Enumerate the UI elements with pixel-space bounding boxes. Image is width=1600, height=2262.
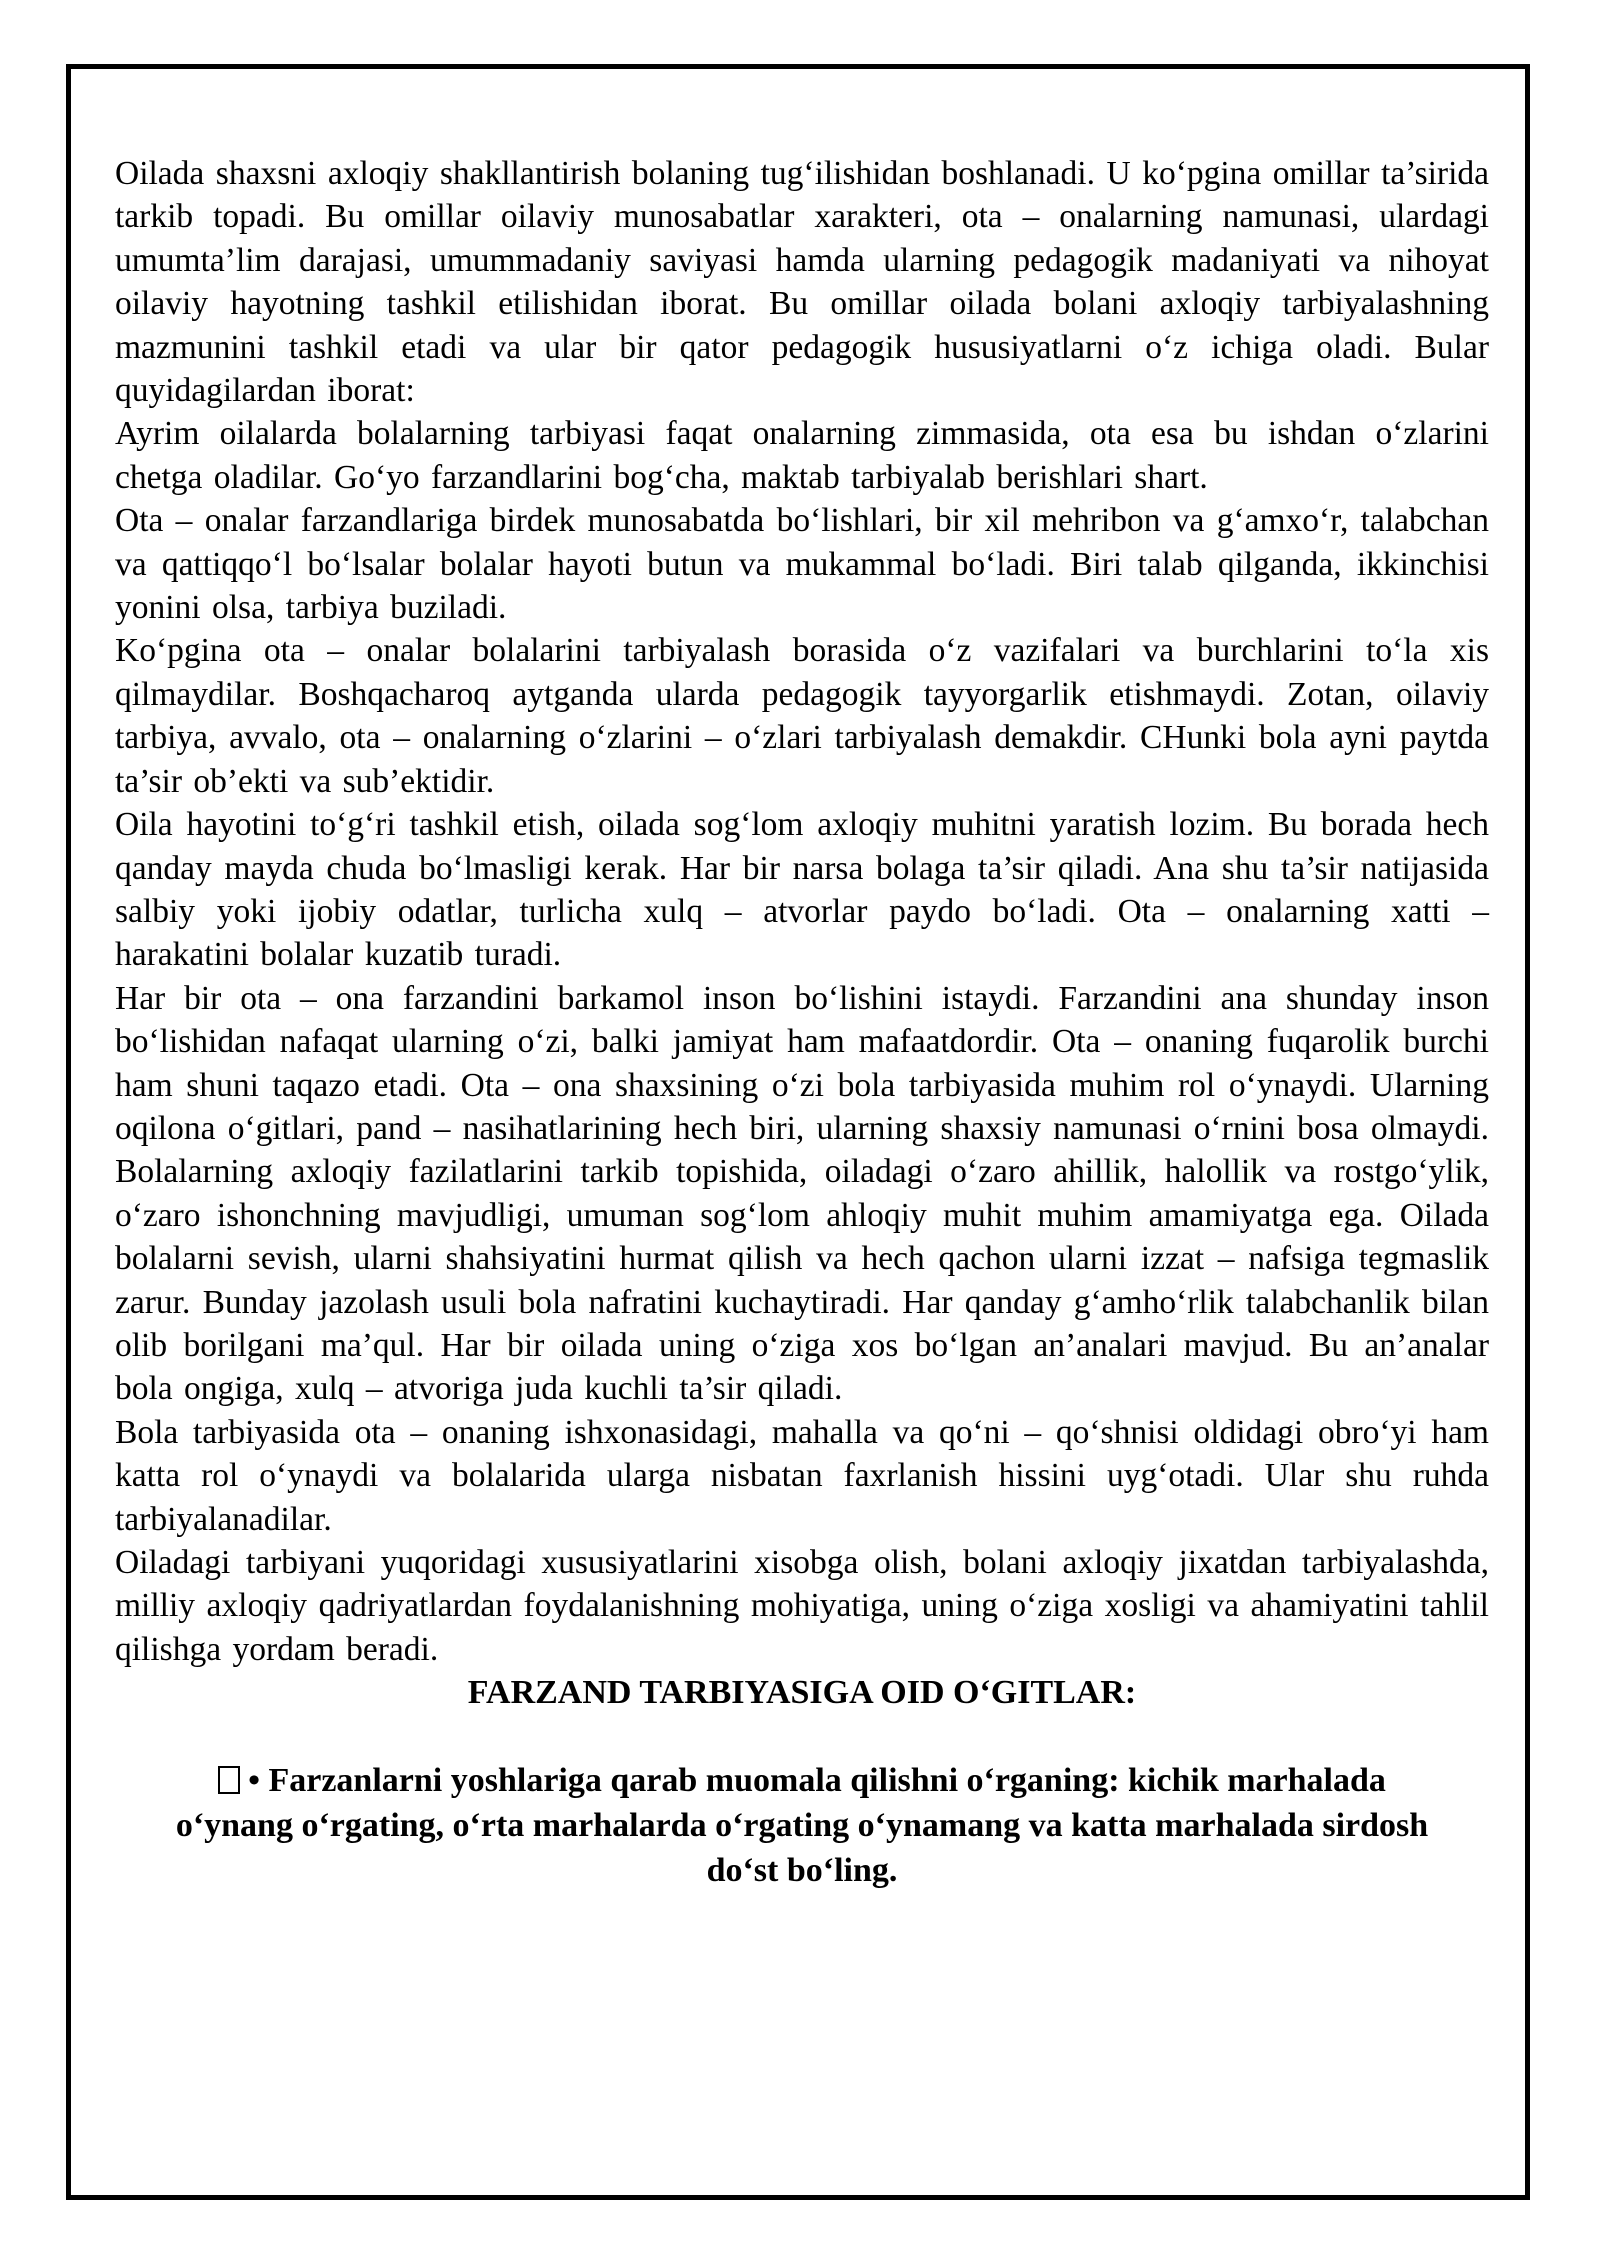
missing-glyph-box-icon (218, 1766, 240, 1794)
paragraph-2: Ayrim oilalarda bolalarning tarbiyasi faqat onalarning zimmasida, ota esa bu ishdan o‘zlarini chetga oladilar. Go‘yo farzandlarini bog‘cha, maktab tarbiyalab berishlari shart. (115, 415, 1489, 496)
paragraph-1: Oilada shaxsni axloqiy shakllantirish bolaning tug‘ilishidan boshlanadi. U ko‘pgina omillar ta’sirida tarkib topadi. Bu omillar oilaviy munosabatlar xarakteri, ota – onalarning namunasi, ulardagi umumta’lim darajasi, umummadaniy saviyasi hamda ularning pedagogik madaniyati va nihoyat oilaviy hayotning tashkil etilishidan iborat. Bu omillar oilada bolani axloqiy tarbiyalashning mazmunini tashkil etadi va ular bir qator pedagogik hususiyatlarni o‘z ichiga oladi. Bular quyidagilardan iborat: (115, 155, 1489, 410)
paragraph-4: Ko‘pgina ota – onalar bolalarini tarbiyalash borasida o‘z vazifalari va burchlarini to‘la xis qilmaydilar. Boshqacharoq aytganda ularda pedagogik tayyorgarlik etishmaydi. Zotan, oilaviy tarbiya, avvalo, ota – onalarning o‘zlarini – o‘zlari tarbiyalash demakdir. CHunki bola ayni paytda ta’sir ob’ekti va sub’ektidir. (115, 632, 1489, 800)
paragraph-8: Oiladagi tarbiyani yuqoridagi xususiyatlarini xisobga olish, bolani axloqiy jixatdan tarbiyalashda, milliy axloqiy qadriyatlardan foydalanishning mohiyatiga, uning o‘ziga xosligi va ahamiyatini tahlil qilishga yordam beradi. (115, 1544, 1489, 1668)
paragraph-5: Oila hayotini to‘g‘ri tashkil etish, oilada sog‘lom axloqiy muhitni yaratish lozim. Bu borada hech qanday mayda chuda bo‘lmasligi kerak. Har bir narsa bolaga ta’sir qiladi. Ana shu ta’sir natijasida salbiy yoki ijobiy odatlar, turlicha xulq – atvorlar paydo bo‘ladi. Ota – onalarning xatti – harakatini bolalar kuzatib turadi. (115, 806, 1489, 974)
paragraph-7: Bola tarbiyasida ota – onaning ishxonasidagi, mahalla va qo‘ni – qo‘shnisi oldidagi obro‘yi ham katta rol o‘ynaydi va bolalarida ularga nisbatan faxrlanish hissini uyg‘otadi. Ular shu ruhda tarbiyalanadilar. (115, 1413, 1489, 1538)
tip-item (165, 1758, 1439, 1893)
section-heading: FARZAND TARBIYASIGA OID O‘GITLAR: (467, 1674, 1137, 1712)
tip-text: • Farzanlarni yoshlariga qarab muomala qilishni o‘rganing: kichik marhalada o‘ynang o‘rgating, o‘rta marhalarda o‘rgating o‘ynamang va katta marhalada sirdosh do‘st bo‘ling. (175, 1762, 1429, 1890)
paragraph-6: Har bir ota – ona farzandini barkamol inson bo‘lishini istaydi. Farzandini ana shunday inson bo‘lishidan nafaqat ularning o‘zi, balki jamiyat ham mafaatdordir. Ota – onaning fuqarolik burchi ham shuni taqazo etadi. Ota – ona shaxsining o‘zi bola tarbiyasida muhim rol o‘ynaydi. Ularning oqilona o‘gitlari, pand – nasihatlarining hech biri, ularning shaxsiy namunasi o‘rnini bosa olmaydi. Bolalarning axloqiy fazilatlarini tarkib topishida, oiladagi o‘zaro ahillik, halollik va rostgo‘ylik, o‘zaro ishonchning mavjudligi, umuman sog‘lom ahloqiy muhit muhim amamiyatga ega. Oilada bolalarni sevish, ularni shahsiyatini hurmat qilish va hech qachon ularni izzat – nafsiga tegmaslik zarur. Bunday jazolash usuli bola nafratini kuchaytiradi. Har qanday g‘amho‘rlik talabchanlik bilan olib borilgani ma’qul. Har bir oilada uning o‘ziga xos bo‘lgan an’analari mavjud. Bu an’analar bola ongiga, xulq – atvoriga juda kuchli ta’sir qiladi. (115, 979, 1489, 1408)
paragraph-3: Ota – onalar farzandlariga birdek munosabatda bo‘lishlari, bir xil mehribon va g‘amxo‘r, talabchan va qattiqqo‘l bo‘lsalar bolalar hayoti butun va mukammal bo‘ladi. Biri talab qilganda, ikkinchisi yonini olsa, tarbiya buziladi. (115, 502, 1489, 627)
blank-line (115, 1715, 1489, 1758)
document-body (115, 152, 1489, 1893)
